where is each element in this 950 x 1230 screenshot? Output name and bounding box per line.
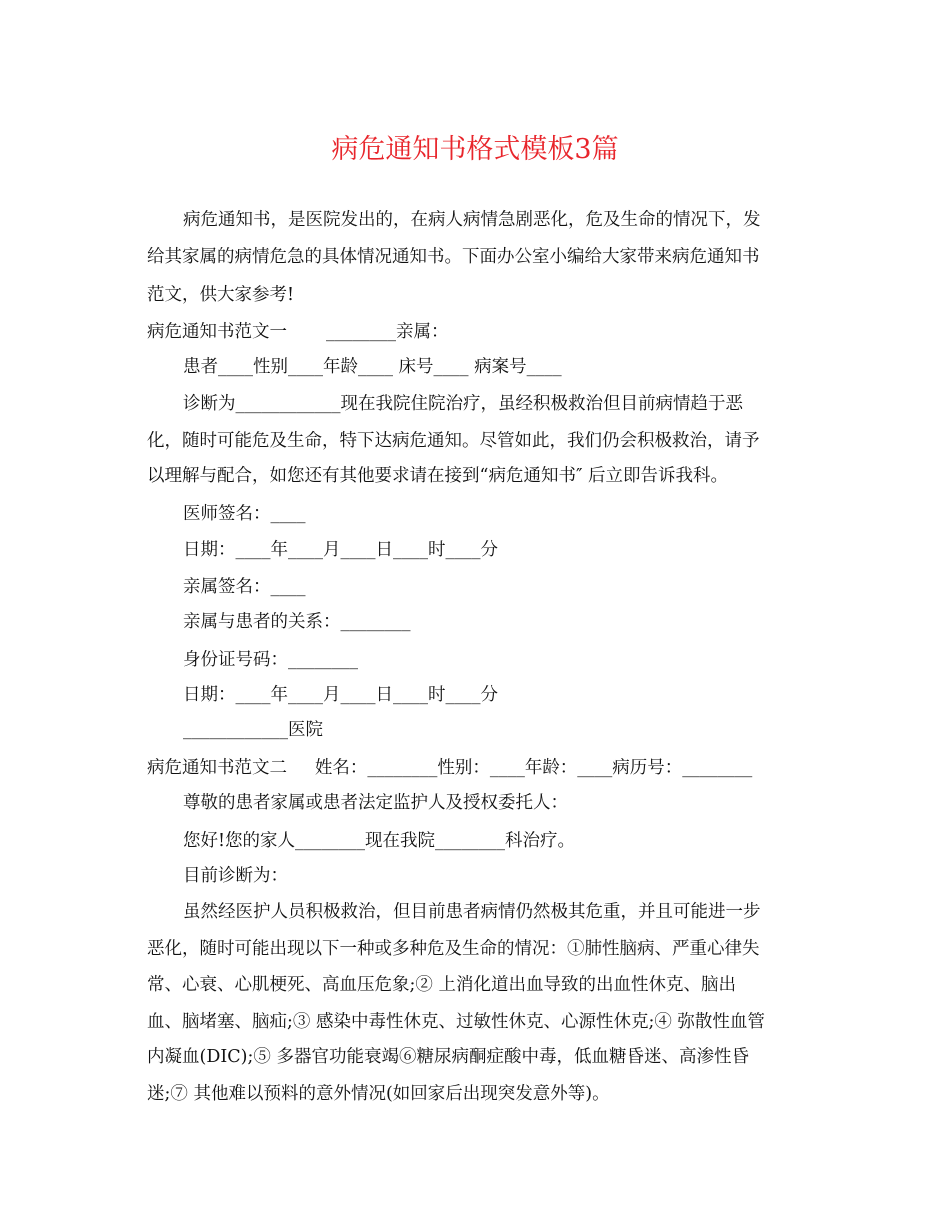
risk-line-6: 迷;⑦ 其他难以预料的意外情况(如回家后出现突发意外等)。 [147, 1084, 610, 1104]
risk-line-2: 恶化，随时可能出现以下一种或多种危及生命的情况：①肺性脑病、严重心律失 [147, 939, 760, 959]
greeting-line: 您好!您的家人________现在我院________科治疗。 [183, 831, 576, 851]
sample-one-heading: 病危通知书范文一 ________亲属： [147, 322, 449, 342]
doctor-signature-line: 医师签名：____ [183, 504, 306, 524]
patient-info-line: 患者____性别____年龄____ 床号____ 病案号____ [183, 357, 562, 377]
salutation-line: 尊敬的患者家属或患者法定监护人及授权委托人： [183, 793, 568, 813]
intro-line-2: 给其家属的病情危急的具体情况通知书。下面办公室小编给大家带来病危通知书 [147, 247, 760, 267]
relative-date-line: 日期：____年____月____日____时____分 [183, 685, 498, 705]
risk-line-5: 内凝血(DIC);⑤ 多器官功能衰竭⑥糖尿病酮症酸中毒，低血糖昏迷、高渗性昏 [147, 1047, 749, 1067]
diagnosis-line-2: 化，随时可能危及生命，特下达病危通知。尽管如此，我们仍会积极救治，请予 [147, 431, 760, 451]
risk-line-4: 血、脑堵塞、脑疝;③ 感染中毒性休克、过敏性休克、心源性休克;④ 弥散性血管 [147, 1012, 765, 1032]
intro-line-3: 范文，供大家参考! [147, 285, 295, 305]
intro-line-1: 病危通知书，是医院发出的，在病人病情急剧恶化，危及生命的情况下，发 [183, 210, 761, 230]
current-diagnosis-line: 目前诊断为： [183, 866, 288, 886]
relationship-line: 亲属与患者的关系：________ [183, 612, 411, 632]
risk-line-1: 虽然经医护人员积极救治，但目前患者病情仍然极其危重，并且可能进一步 [183, 902, 761, 922]
hospital-line: ____________医院 [183, 720, 323, 740]
document-title: 病危通知书格式模板3篇 [331, 134, 619, 165]
risk-line-3: 常、心衰、心肌梗死、高血压危象;② 上消化道出血导致的出血性休克、脑出 [147, 975, 736, 995]
relative-signature-line: 亲属签名：____ [183, 577, 306, 597]
diagnosis-line-1: 诊断为____________现在我院住院治疗，虽经积极救治但目前病情趋于恶 [183, 394, 743, 414]
doctor-date-line: 日期：____年____月____日____时____分 [183, 540, 498, 560]
sample-two-heading: 病危通知书范文二 姓名：________性别：____年龄：____病历号：________ [147, 758, 753, 778]
diagnosis-line-3: 以理解与配合，如您还有其他要求请在接到“病危通知书″ 后立即告诉我科。 [147, 466, 729, 486]
id-number-line: 身份证号码：________ [183, 650, 358, 670]
